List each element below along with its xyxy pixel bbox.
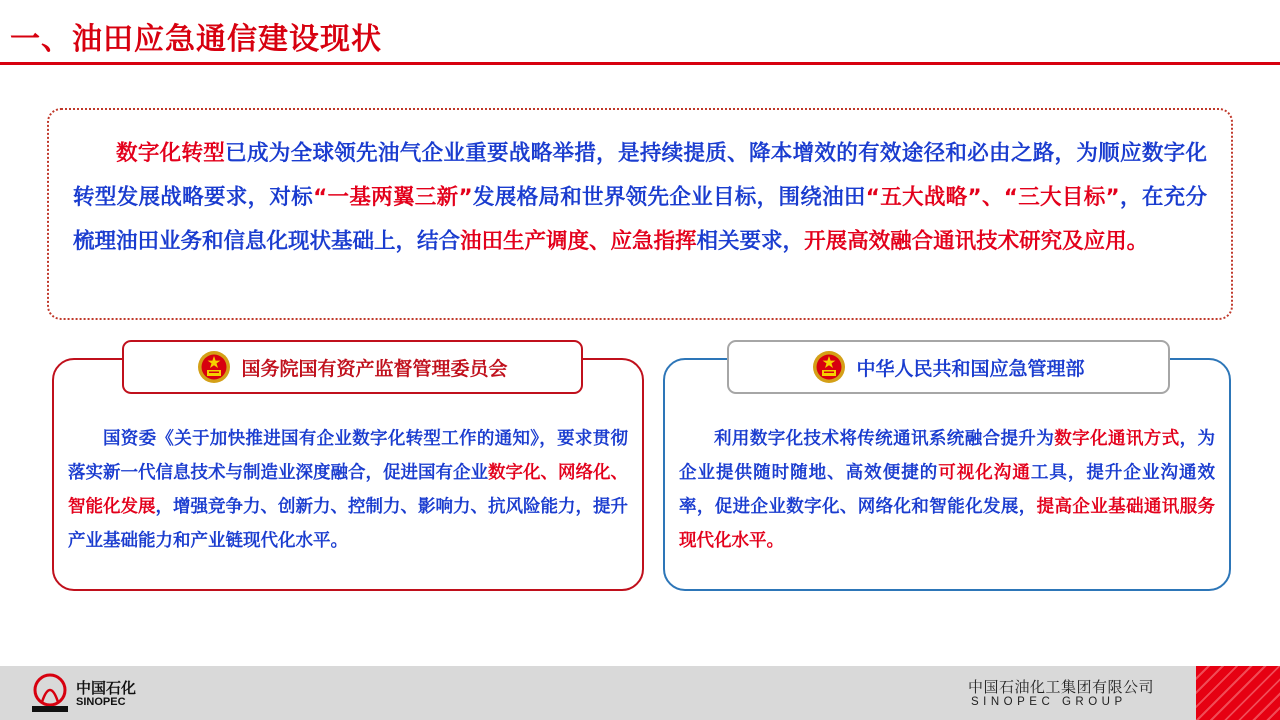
ministry-highlight-visual: 可视化沟通 <box>938 463 1031 483</box>
sinopec-logo-icon <box>28 672 72 714</box>
footer-bar <box>0 666 1280 720</box>
page-title: 一、油田应急通信建设现状 <box>10 22 382 57</box>
intro-text: 结合 <box>417 229 461 254</box>
company-name-en: SINOPEC GROUP <box>971 696 1127 708</box>
sinopec-logo-en: SINOPEC <box>76 696 126 708</box>
intro-text: ，在充分梳理油田业务和信息化现状基础上， <box>73 185 1207 254</box>
sinopec-logo-cn: 中国石化 <box>76 679 137 697</box>
sasac-highlight: 数字化、网络化、智能化发展 <box>68 463 628 517</box>
intro-highlight-research: 开展高效融合通讯技术研究及应用。 <box>804 229 1149 254</box>
intro-text: 相关要求， <box>696 229 805 254</box>
national-emblem-icon <box>812 350 846 384</box>
intro-highlight-dispatch: 油田生产调度、应急指挥 <box>460 229 697 254</box>
ministry-highlight-service: 提高企业基础通讯服务现代化水平。 <box>679 497 1216 551</box>
ministry-tag-label: 中华人民共和国应急管理部 <box>856 357 1085 380</box>
ministry-text: 工具，提升企业沟通效率，促进企业数字化、网络化和智能化发展， <box>679 463 1216 517</box>
intro-box <box>47 108 1233 320</box>
sasac-text: 国资委《关于加快推进国有企业数字化转型工作的通知》，要求贯彻落实新一代信息技术与制造业深度融合，促进国有企业 <box>68 429 628 483</box>
intro-text: 发展格局和世界领先企业目标，围绕油田 <box>472 185 866 210</box>
sasac-tag-label: 国务院国有资产监督管理委员会 <box>241 357 508 380</box>
sasac-tag <box>122 340 583 394</box>
intro-highlight-digital: 数字化转型 <box>116 141 226 166</box>
company-name-cn: 中国石油化工集团有限公司 <box>968 678 1155 696</box>
footer-red-stripes <box>1196 666 1280 720</box>
title-divider <box>0 62 1280 65</box>
intro-highlight-goals: “五大战略”、“三大目标” <box>865 185 1120 210</box>
ministry-highlight-digital: 数字化通讯方式 <box>1054 429 1180 449</box>
intro-text: 已成为全球领先油气企业重要战略举措，是持续提质、降本增效的有效途径和必由之路，为顺应数字化转型发展战略要求，对标 <box>73 141 1207 210</box>
ministry-text: ，为企业提供随时随地、高效便捷的 <box>679 429 1216 483</box>
sasac-text: ，增强竞争力、创新力、控制力、影响力、抗风险能力，提升产业基础能力和产业链现代化水平。 <box>68 497 628 551</box>
national-emblem-icon <box>197 350 231 384</box>
intro-highlight-strategy: “一基两翼三新” <box>313 185 473 210</box>
ministry-text: 利用数字化技术将传统通讯系统融合提升为 <box>714 429 1055 449</box>
emergency-ministry-tag <box>727 340 1170 394</box>
